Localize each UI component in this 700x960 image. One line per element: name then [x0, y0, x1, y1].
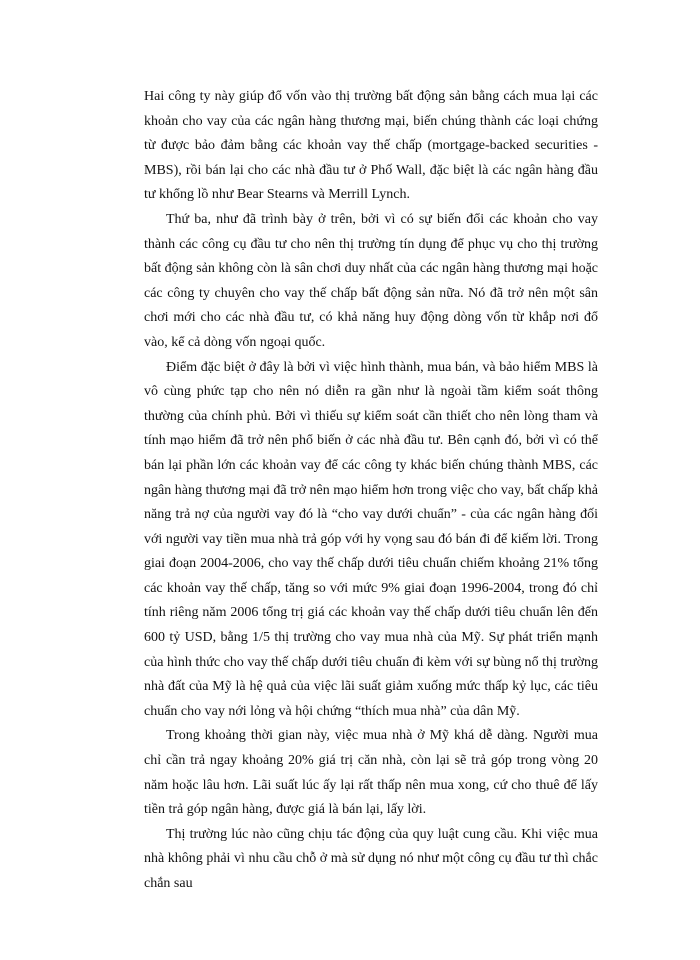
- paragraph: Thị trường lúc nào cũng chịu tác động của quy luật cung cầu. Khi việc mua nhà không phải vì nhu cầu chỗ ở mà sử dụng nó như một công cụ đầu tư thì chắc chắn sau: [144, 826, 598, 891]
- paragraph: Điểm đặc biệt ở đây là bởi vì việc hình thành, mua bán, và bảo hiểm MBS là vô cùng phức tạp cho nên nó diễn ra gần như là ngoài tầm kiểm soát thông thường của chính phủ. Bởi vì thiếu sự kiểm soát cần thiết cho nên lòng tham và tính mạo hiểm đã trở nên phổ biến ở các nhà đầu tư. Bên cạnh đó, bởi vì có thể bán lại phần lớn các khoản vay để các công ty khác biến chúng thành MBS, các ngân hàng thương mại đã trở nên mạo hiểm hơn trong việc cho vay, bất chấp khả năng trả nợ của người vay đó là “cho vay dưới chuẩn” - của các ngân hàng đối với người vay tiền mua nhà trả góp với hy vọng sau đó bán đi để kiếm lời. Trong giai đoạn 2004-2006, cho vay thế chấp dưới tiêu chuẩn chiếm khoảng 21% tổng các khoản vay thế chấp, tăng so với mức 9% giai đoạn 1996-2004, trong đó chỉ tính riêng năm 2006 tổng trị giá các khoản vay thế chấp dưới tiêu chuẩn lên đến 600 tỷ USD, bằng 1/5 thị trường cho vay mua nhà của Mỹ. Sự phát triển mạnh của hình thức cho vay thế chấp dưới tiêu chuẩn đi kèm với sự bùng nổ thị trường nhà đất của Mỹ là hệ quả của việc lãi suất giảm xuống mức thấp kỷ lục, các tiêu chuẩn cho vay nới lỏng và hội chứng “thích mua nhà” của dân Mỹ.: [144, 359, 598, 719]
- paragraph: Trong khoảng thời gian này, việc mua nhà ở Mỹ khá dễ dàng. Người mua chỉ cần trả ngay khoảng 20% giá trị căn nhà, còn lại sẽ trả góp trong vòng 20 năm hoặc lâu hơn. Lãi suất lúc ấy lại rất thấp nên mua xong, cứ cho thuê để lấy tiền trả góp ngân hàng, được giá là bán lại, lấy lời.: [144, 728, 598, 818]
- body-text: [144, 85, 598, 897]
- paragraph: Hai công ty này giúp đổ vốn vào thị trường bất động sản bằng cách mua lại các khoản cho vay của các ngân hàng thương mại, biến chúng thành các loại chứng từ được bảo đảm bằng các khoản vay thế chấp (mortgage-backed securities - MBS), rồi bán lại cho các nhà đầu tư ở Phố Wall, đặc biệt là các ngân hàng đầu tư khổng lồ như Bear Stearns và Merrill Lynch.: [144, 89, 598, 203]
- paragraph: Thứ ba, như đã trình bày ở trên, bởi vì có sự biến đổi các khoản cho vay thành các công cụ đầu tư cho nên thị trường tín dụng để phục vụ cho thị trường bất động sản không còn là sân chơi duy nhất của các ngân hàng thương mại hoặc các công ty chuyên cho vay thế chấp bất động sản nữa. Nó đã trở nên một sân chơi mới cho các nhà đầu tư, có khả năng huy động dòng vốn từ khắp nơi đổ vào, kể cả dòng vốn ngoại quốc.: [144, 211, 598, 350]
